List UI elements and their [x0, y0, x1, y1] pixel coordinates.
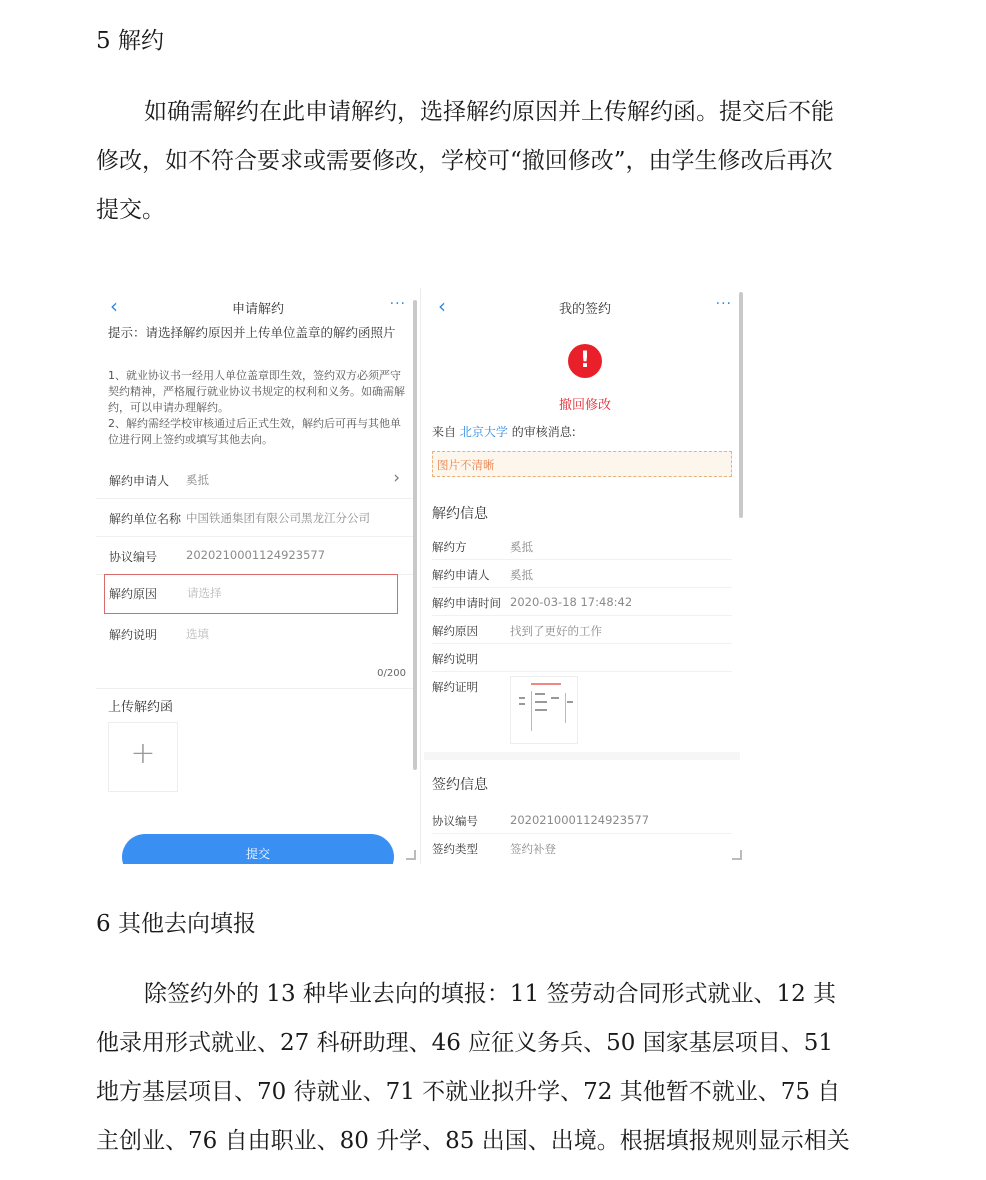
field-value: 奚抵 [186, 473, 209, 487]
field-agreement-no [96, 538, 414, 575]
info-row [432, 806, 732, 834]
section-gap [424, 752, 740, 760]
upload-title: 上传解约函 [108, 700, 174, 715]
info-row [432, 588, 732, 616]
scrollbar[interactable] [739, 292, 743, 518]
resize-handle-icon [732, 850, 742, 860]
char-counter: 0/200 [377, 668, 406, 679]
scrollbar[interactable] [413, 300, 417, 770]
info-label: 签约类型 [432, 842, 478, 856]
field-value: 2020210001124923577 [186, 548, 326, 562]
section-cancel-info: 解约信息 [432, 506, 488, 522]
paragraph-line: 除签约外的 13 种毕业去向的填报：11 签劳动合同形式就业、12 其 [144, 981, 837, 1007]
field-cancel-reason[interactable] [104, 574, 398, 614]
info-label: 解约方 [432, 540, 467, 554]
upload-button[interactable]: + [108, 722, 178, 792]
review-reason: 图片不清晰 [432, 451, 732, 477]
info-value: 找到了更好的工作 [510, 624, 602, 638]
status-text: 撤回修改 [558, 398, 611, 413]
paragraph-line: 如确需解约在此申请解约，选择解约原因并上传解约函。提交后不能 [144, 99, 834, 125]
info-label: 解约原因 [432, 624, 478, 638]
notes-text: 1、就业协议书一经用人单位盖章即生效，签约双方必须严守契约精神，严格履行就业协议书规定的权利和义务。如确需解约，可以申请办理解约。 2、解约需经学校审核通过后正式生效，解约后可再与其他单位进行网上签约或填写其他去向。 [108, 369, 405, 446]
my-contract-screenshot [424, 288, 746, 864]
review-source [432, 423, 576, 440]
review-source-prefix: 来自 [432, 425, 457, 439]
paragraph-line: 他录用形式就业、27 科研助理、46 应征义务兵、50 国家基层项目、51 [96, 1030, 833, 1056]
more-icon[interactable]: ··· [715, 296, 732, 312]
info-row [432, 532, 732, 560]
info-row [432, 560, 732, 588]
info-label: 解约申请时间 [432, 596, 501, 610]
field-label: 解约单位名称 [109, 512, 182, 526]
section-sign-info: 签约信息 [432, 777, 488, 793]
info-row [432, 672, 732, 699]
field-value: 中国铁通集团有限公司黑龙江分公司 [186, 511, 370, 525]
apply-cancel-screenshot [96, 288, 421, 864]
field-label: 协议编号 [109, 550, 158, 564]
review-source-suffix: 的审核消息: [511, 425, 576, 439]
info-row [432, 834, 732, 861]
info-label: 解约申请人 [432, 568, 490, 582]
hint-text: 提示：请选择解约原因并上传单位盖章的解约函照片 [108, 325, 396, 340]
info-value: 2020210001124923577 [510, 813, 650, 827]
more-icon[interactable]: ··· [389, 296, 406, 312]
back-icon[interactable]: ‹ [110, 294, 118, 318]
info-value: 签约补登 [510, 842, 556, 856]
nav-bar [96, 288, 420, 326]
paragraph-line: 地方基层项目、70 待就业、71 不就业拟升学、72 其他暂不就业、75 自 [96, 1079, 841, 1105]
alert-icon: ! [568, 344, 602, 378]
resize-handle-icon [406, 850, 416, 860]
section-5-paragraph [96, 88, 896, 235]
field-label: 解约申请人 [109, 474, 170, 488]
submit-button[interactable]: 提交 [122, 834, 394, 864]
school-link[interactable]: 北京大学 [459, 425, 508, 439]
info-value: 奚抵 [510, 568, 533, 582]
section-6-paragraph [96, 970, 896, 1166]
cancel-note-input[interactable]: 选填 [186, 627, 209, 641]
section-6-title: 6 其他去向填报 [96, 911, 256, 937]
paragraph-line: 修改，如不符合要求或需要修改，学校可“撤回修改”，由学生修改后再次 [96, 148, 833, 174]
field-applicant[interactable] [96, 462, 414, 499]
back-icon[interactable]: ‹ [438, 294, 446, 318]
info-row [432, 616, 732, 644]
info-label: 协议编号 [432, 814, 478, 828]
info-value: 2020-03-18 17:48:42 [510, 595, 633, 609]
info-row [432, 644, 732, 672]
info-label: 解约说明 [432, 652, 478, 666]
document-thumbnail-icon [511, 677, 577, 743]
nav-bar [424, 288, 746, 326]
field-company [96, 500, 414, 537]
field-cancel-note[interactable] [96, 616, 414, 652]
proof-image-thumbnail[interactable] [510, 676, 578, 744]
screen-title: 申请解约 [231, 302, 284, 317]
field-label: 解约原因 [109, 587, 158, 601]
cancel-reason-select[interactable]: 请选择 [187, 586, 222, 600]
paragraph-line: 提交。 [96, 197, 165, 223]
paragraph-line: 主创业、76 自由职业、80 升学、85 出国、出境。根据填报规则显示相关 [96, 1128, 850, 1154]
divider [96, 688, 414, 689]
chevron-right-icon: › [393, 468, 400, 488]
field-label: 解约说明 [109, 628, 158, 642]
info-label: 解约证明 [432, 680, 478, 694]
section-5-title: 5 解约 [96, 28, 164, 54]
info-value: 奚抵 [510, 540, 533, 554]
screen-title: 我的签约 [558, 302, 611, 317]
